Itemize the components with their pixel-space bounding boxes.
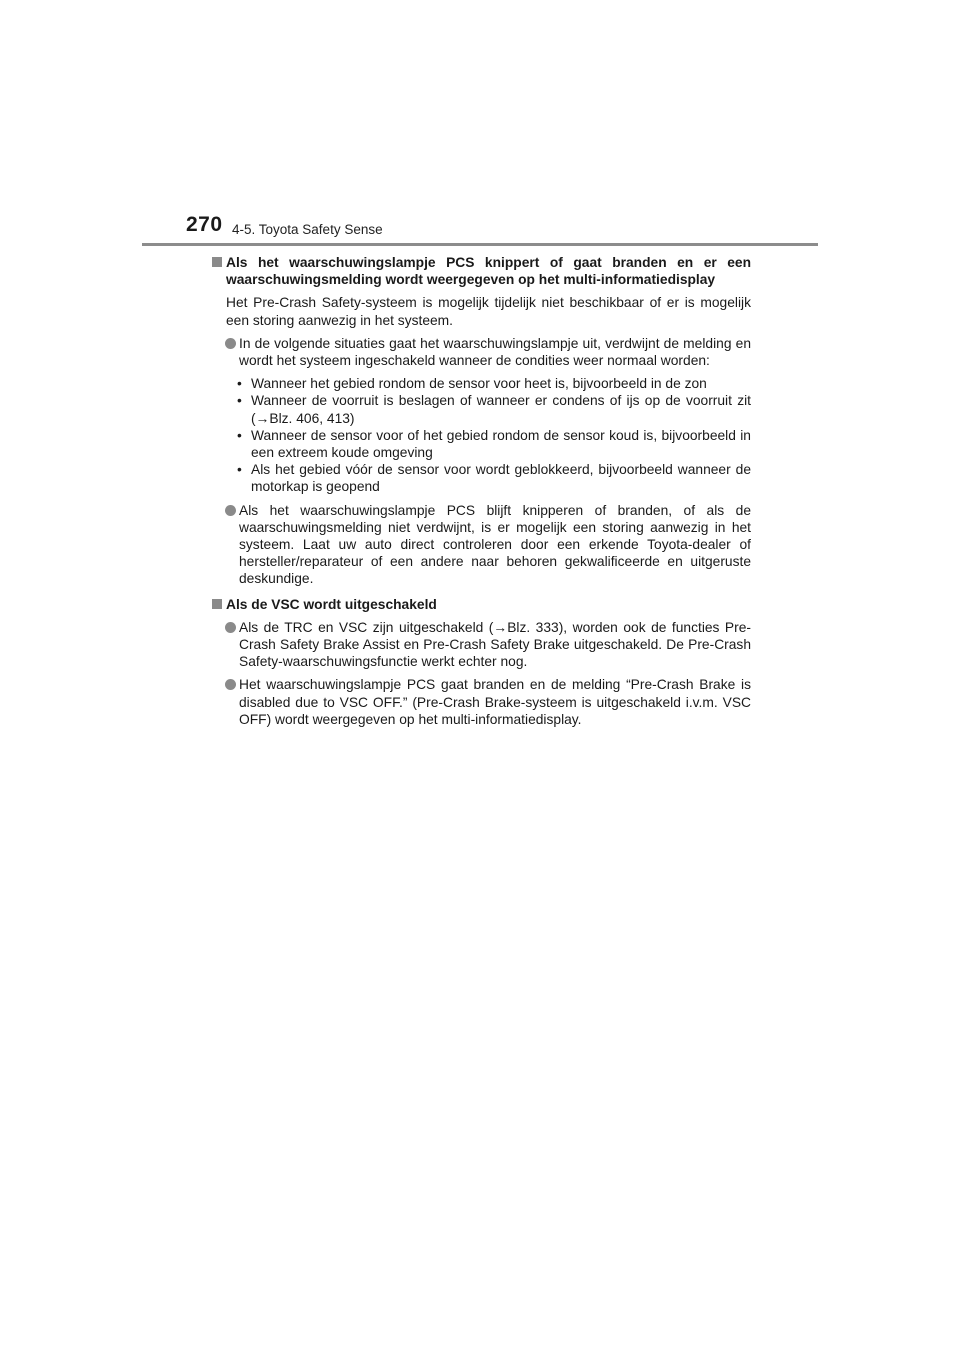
circle-bullet-icon (225, 622, 236, 633)
intro-paragraph: Het Pre-Crash Safety-systeem is mogelijk tijdelijk niet beschikbaar of er is mogelijk een storing aanwezig in het systeem. (226, 295, 751, 328)
circle-bullet-icon (225, 505, 236, 516)
section-title: 4-5. Toyota Safety Sense (232, 222, 383, 237)
sub-list-item (211, 375, 751, 392)
heading-text: Als het waarschuwingslampje PCS knippert of gaat branden en er een waarschuwingsmelding wordt weergegeven op het multi-informatiedisplay (226, 255, 751, 288)
sub-list-item (211, 427, 751, 461)
sub-item-text: Wanneer de sensor voor of het gebied rondom de sensor koud is, bijvoorbeeld in een extreem koude omgeving (251, 427, 751, 461)
bullet-icon: • (237, 427, 242, 443)
sub-list-item (211, 392, 751, 426)
list-item (211, 676, 751, 728)
list-item (211, 335, 751, 369)
page-number: 270 (186, 213, 223, 236)
bullet-icon: • (237, 462, 242, 478)
sub-item-text: Wanneer het gebied rondom de sensor voor heet is, bijvoorbeeld in de zon (251, 376, 707, 392)
sub-list (211, 375, 751, 495)
list-item-text: Als het waarschuwingslampje PCS blijft knipperen of branden, of als de waarschuwingsmelding niet verdwijnt, is er mogelijk een storing aanwezig in het systeem. Laat uw auto direct controleren door een erkende Toyota-dealer of hersteller/reparateur of een andere naar behoren gekwalificeerde en uitgeruste deskundige. (239, 502, 751, 587)
list-item-text: In de volgende situaties gaat het waarschuwingslampje uit, verdwijnt de melding en wordt het systeem ingeschakeld wanneer de condities weer normaal worden: (239, 335, 751, 369)
section-heading-pcs-warning (211, 254, 751, 288)
header-divider (142, 243, 818, 246)
square-bullet-icon (212, 257, 222, 267)
circle-bullet-icon (225, 338, 236, 349)
list-item-text: Het waarschuwingslampje PCS gaat branden en de melding “Pre-Crash Brake is disabled due to VSC OFF.” (Pre-Crash Brake-systeem is uitgeschakeld i.v.m. VSC OFF) wordt weergegeven op het multi-informatiedisplay. (239, 677, 751, 727)
sub-list-item (211, 461, 751, 495)
list-item (211, 502, 751, 588)
bullet-icon: • (237, 376, 242, 392)
sub-item-text: Als het gebied vóór de sensor voor wordt geblokkeerd, bijvoorbeeld wanneer de motorkap is geopend (251, 462, 751, 495)
list-item-text: Als de TRC en VSC zijn uitgeschakeld (→Blz. 333), worden ook de functies Pre-Crash Safety Brake Assist en Pre-Crash Safety Brake uitgeschakeld. De Pre-Crash Safety-waarschuwingsfunctie werkt echter nog. (239, 619, 751, 670)
list-item (211, 619, 751, 671)
bullet-icon: • (237, 393, 242, 409)
section-heading-vsc-off (211, 596, 751, 613)
square-bullet-icon (212, 599, 222, 609)
page-content (211, 254, 751, 728)
circle-bullet-icon (225, 679, 236, 690)
heading-text: Als de VSC wordt uitgeschakeld (226, 596, 437, 612)
sub-item-text: Wanneer de voorruit is beslagen of wanneer er condens of ijs op de voorruit zit (→Blz. 406, 413) (251, 393, 751, 426)
